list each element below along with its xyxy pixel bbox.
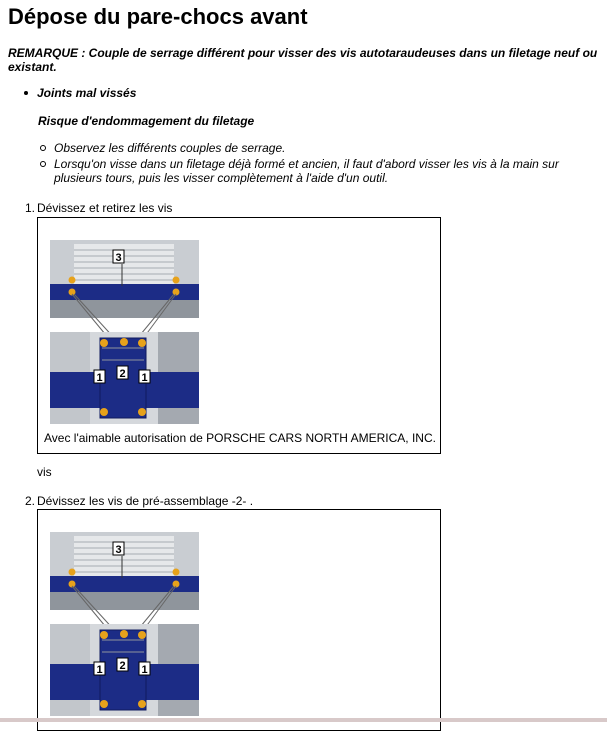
callout-label: 2 xyxy=(119,368,126,380)
step-note: vis xyxy=(37,465,52,479)
bumper-diagram xyxy=(38,510,440,720)
warning-item: Observez les différents couples de serrage. xyxy=(54,141,594,155)
callout-label: 1 xyxy=(141,372,148,384)
image-credit: Avec l'aimable autorisation de PORSCHE CARS NORTH AMERICA, INC. xyxy=(44,431,436,445)
remark-note: REMARQUE : Couple de serrage différent pour visser des vis autotaraudeuses dans un filetage neuf ou existant. xyxy=(8,46,598,74)
callout-label: 3 xyxy=(115,544,122,556)
figure-frame xyxy=(37,217,441,454)
bumper-diagram xyxy=(38,218,440,428)
callout-label: 1 xyxy=(96,664,103,676)
warning-bullet xyxy=(24,86,136,100)
step-text: Dévissez les vis de pré-assemblage -2- . xyxy=(37,494,254,508)
step-number: 2. xyxy=(25,494,36,508)
page-title: Dépose du pare-chocs avant xyxy=(8,4,308,29)
bullet-dot-icon xyxy=(24,91,28,95)
step-number: 1. xyxy=(25,201,36,215)
warning-bullet-text: Joints mal vissés xyxy=(37,86,137,100)
callout-label: 3 xyxy=(115,252,122,264)
callout-label: 1 xyxy=(141,664,148,676)
callout-label: 2 xyxy=(119,660,126,672)
warning-item: Lorsqu'on visse dans un filetage déjà formé et ancien, il faut d'abord visser les vis à la main sur plusieurs tours, puis les visser complètement à l'aide d'un outil. xyxy=(54,157,594,185)
callout-label: 1 xyxy=(96,372,103,384)
figure-frame xyxy=(37,509,441,731)
ring-bullet-icon xyxy=(40,161,46,167)
step-text: Dévissez et retirez les vis xyxy=(37,201,173,215)
ring-bullet-icon xyxy=(40,145,46,151)
risk-heading: Risque d'endommagement du filetage xyxy=(38,114,255,128)
bottom-border xyxy=(0,718,607,722)
